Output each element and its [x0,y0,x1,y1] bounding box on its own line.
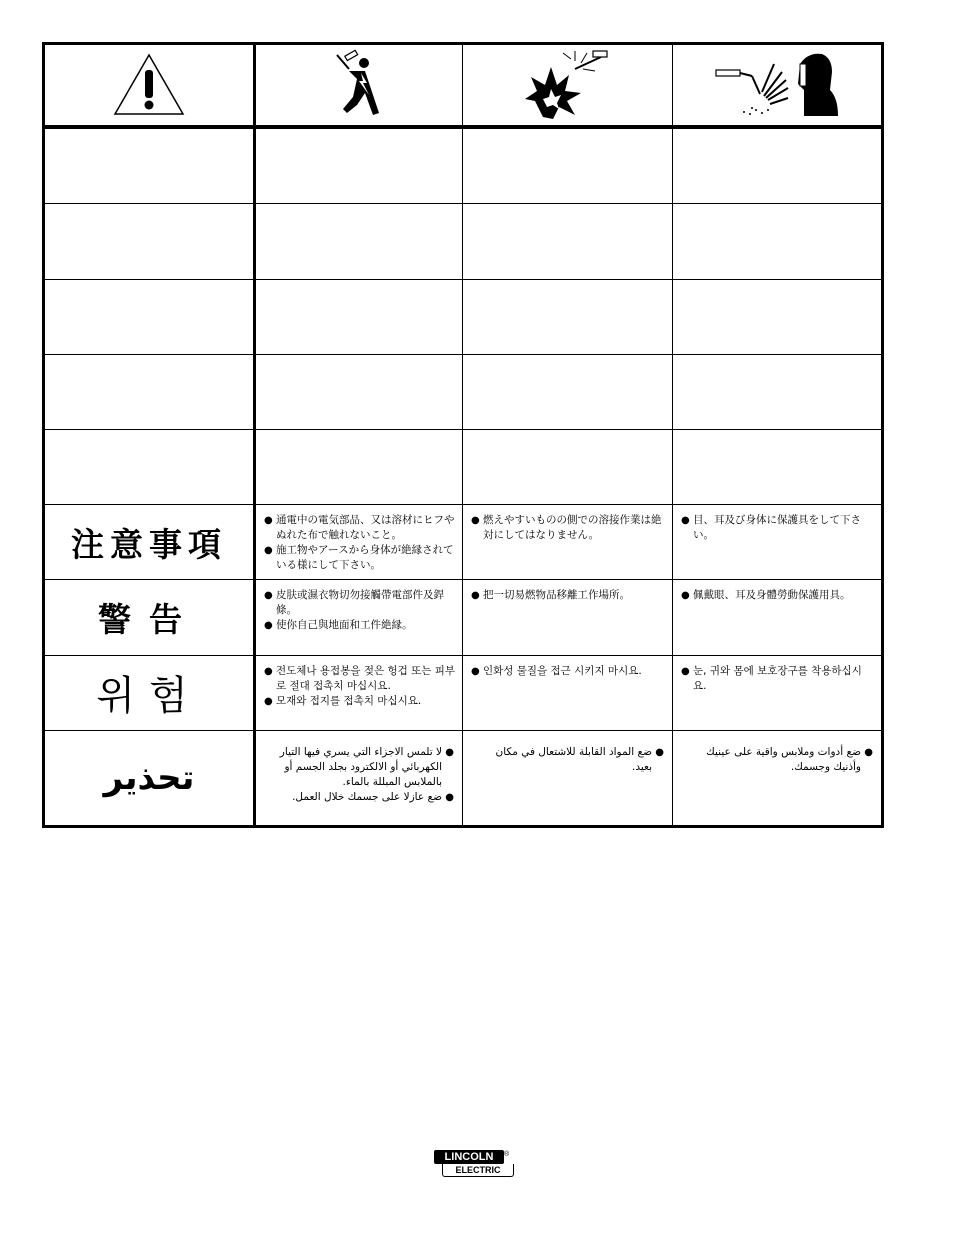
japanese-fire-cell [463,505,673,580]
japanese-shock-cell [255,505,463,580]
registered-mark: ® [504,1151,510,1158]
japanese-heading: 注意事項 [44,505,255,580]
korean-rays-cell [673,655,883,730]
arabic-heading: تحذير [44,730,255,826]
blank-row [44,429,883,504]
welding-helmet-rays-icon [712,50,842,120]
list-item: ● 施工物やアースから身体が絶縁されている様にして下さい。 [264,544,454,572]
list-item: ● 모재와 접지를 접촉치 마십시요. [264,694,422,707]
list-item: ● 전도체나 용접봉을 젖은 헝겁 또는 피부로 절대 접촉치 마십시요. [264,664,455,692]
blank-row [44,279,883,354]
japanese-rays-cell [673,505,883,580]
list-item: ● 燃えやすいものの側での溶接作業は絶対にしてはなりません。 [471,514,662,542]
arabic-rays-cell [673,730,883,826]
chinese-row [44,580,883,655]
icon-header-row [44,44,883,128]
blank-row [44,354,883,429]
lincoln-electric-logo [434,1150,514,1178]
logo-top-text: LINCOLN [434,1150,504,1164]
list-item: ● لا تلمس الاجزاء التي يسري فيها التيار الكهربائي أو الالكترود بجلد الجسم أو بالملابس المبللة بالماء. [279,745,454,788]
electric-shock-icon-cell [255,44,463,128]
list-item: ● 皮肤或濕衣物切勿接觸帶電部件及銲條。 [264,589,444,617]
korean-fire-cell [463,655,673,730]
fire-explosion-icon-cell [463,44,673,128]
chinese-fire-cell [463,580,673,655]
logo-bottom-text: ELECTRIC [442,1164,514,1177]
caution-icon-cell [44,44,255,128]
list-item: ● 佩戴眼、耳及身體勞動保護用具。 [681,589,851,602]
list-item: ● 使你自己與地面和工件絶縁。 [264,619,413,632]
list-item: ● ضع المواد القابلة للاشتعال في مكان بعيد. [495,745,664,773]
list-item: ● ضع أدوات وملابس واقية على عينيك وأذنيك وجسمك. [706,745,873,773]
list-item: ● 目、耳及び身体に保護具をして下さい。 [681,514,861,542]
arc-rays-icon-cell [673,44,883,128]
chinese-rays-cell [673,580,883,655]
blank-row [44,127,883,204]
explosion-fire-icon [523,49,613,121]
list-item: ● 通電中の電気部品、又は溶材にヒフやぬれた布で触れないこと。 [264,514,455,542]
chinese-shock-cell [255,580,463,655]
blank-row [44,204,883,279]
electric-shock-icon [319,49,399,121]
safety-warning-table [42,42,884,828]
list-item: ● 인화성 물질을 접근 시키지 마시요. [471,664,642,677]
chinese-heading: 警告 [44,580,255,655]
korean-shock-cell [255,655,463,730]
korean-row [44,655,883,730]
japanese-row [44,505,883,580]
list-item: ● 把一切易燃物品移離工作場所。 [471,589,630,602]
arabic-row [44,730,883,826]
list-item: ● 눈, 귀와 몸에 보호장구를 착용하십시요. [681,664,862,692]
korean-heading: 위험 [44,655,255,730]
arabic-shock-cell [255,730,463,826]
warning-triangle-icon [112,52,186,118]
arabic-fire-cell [463,730,673,826]
list-item: ● ضع عازلا على جسمك خلال العمل. [292,790,454,803]
